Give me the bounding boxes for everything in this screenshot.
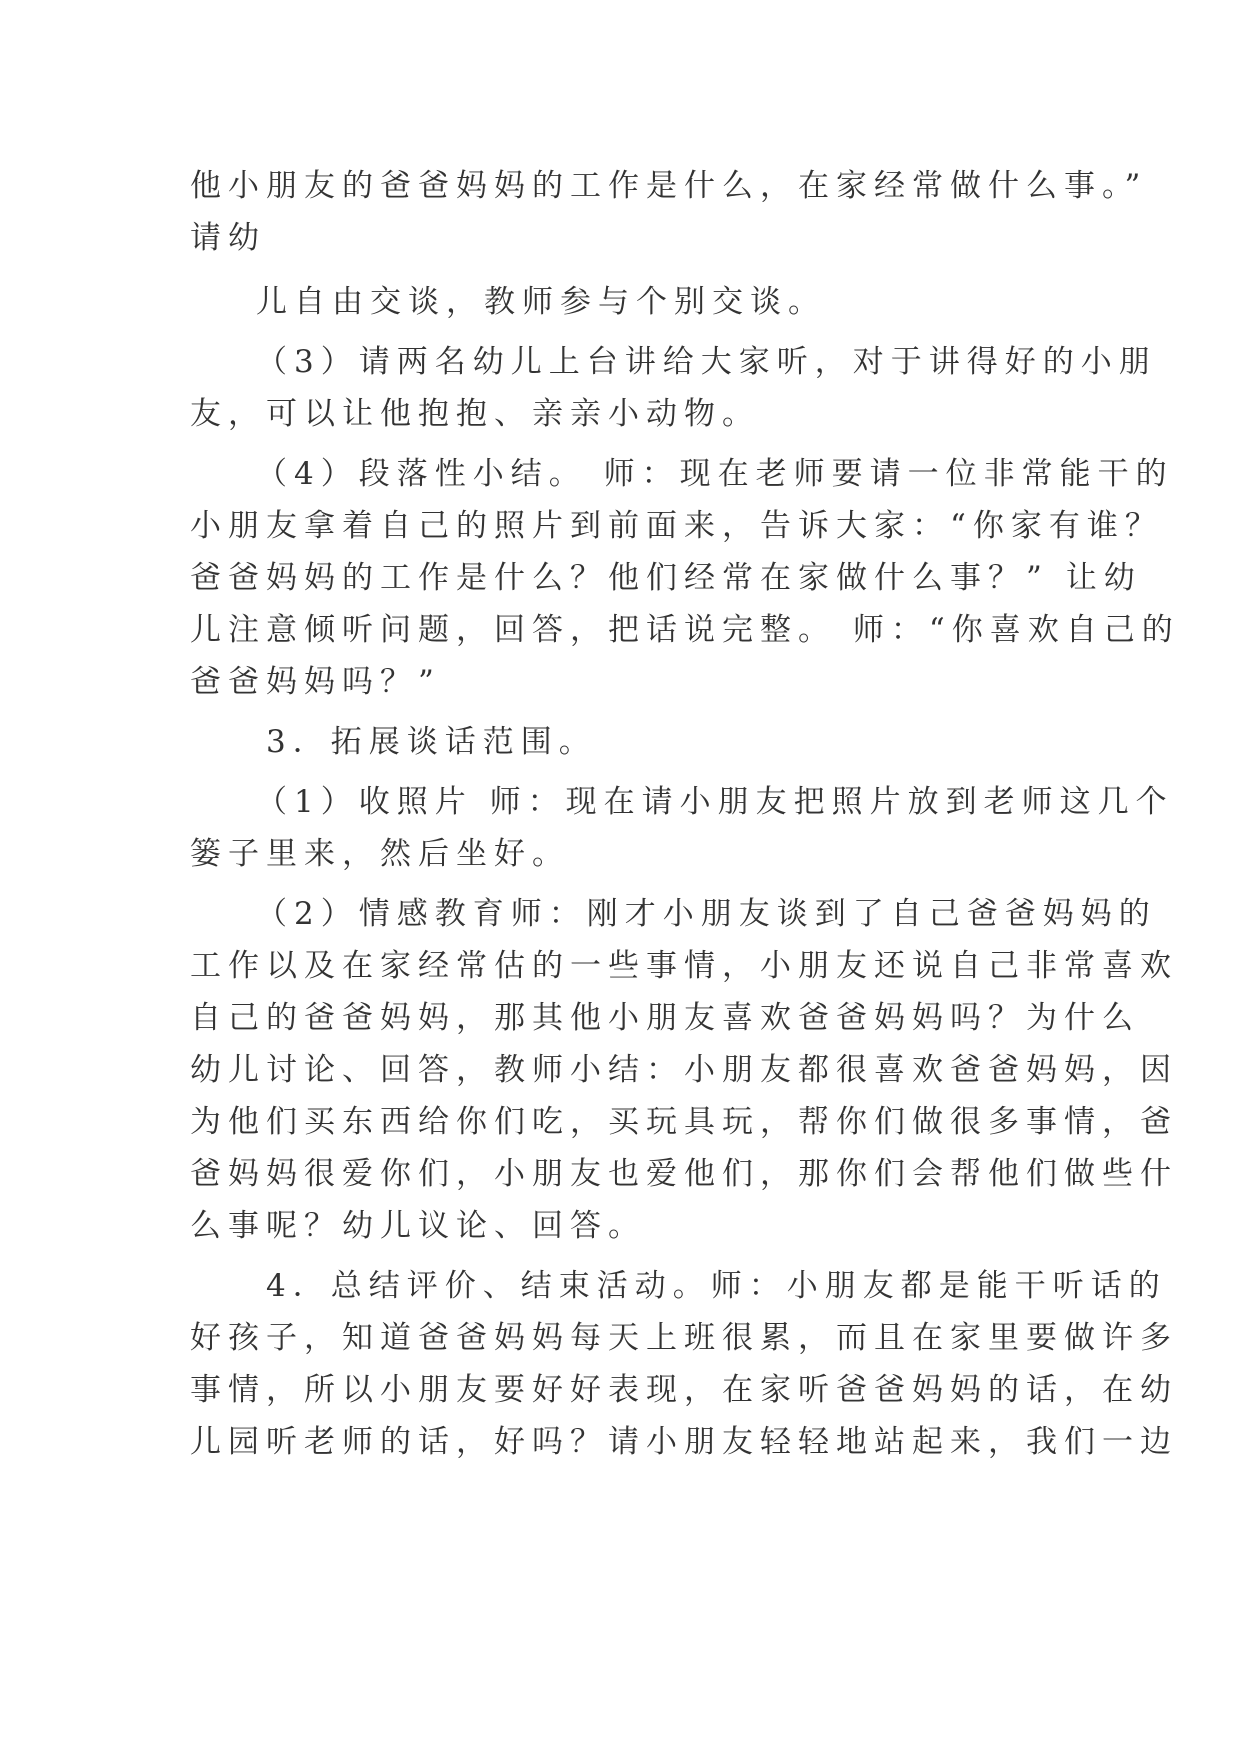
document-body: [190, 160, 1180, 1468]
text-line: 爸爸妈妈吗？”: [190, 664, 441, 700]
text-line: （3）请两名幼儿上台讲给大家听，对于讲得好的小朋: [256, 344, 1157, 380]
text-line: 儿注意倾听问题，回答，把话说完整。 师：“你喜欢自己的: [190, 612, 1180, 648]
text-line: （2）情感教育师：刚才小朋友谈到了自己爸爸妈妈的: [256, 896, 1157, 932]
text-line: 他小朋友的爸爸妈妈的工作是什么，在家经常做什么事。”: [190, 168, 1148, 204]
text-line: 自己的爸爸妈妈，那其他小朋友喜欢爸爸妈妈吗？为什么: [190, 1000, 1140, 1036]
text-line: （4）段落性小结。 师：现在老师要请一位非常能干的: [256, 456, 1174, 492]
text-line: 么事呢？幼儿议论、回答。: [190, 1208, 646, 1244]
text-line: 篓子里来，然后坐好。: [190, 836, 570, 872]
text-line: 3．拓展谈话范围。: [266, 724, 597, 760]
text-line: 儿自由交谈，教师参与个别交谈。: [256, 284, 826, 320]
text-line: 爸妈妈很爱你们，小朋友也爱他们，那你们会帮他们做些什: [190, 1156, 1178, 1192]
text-line: （1）收照片 师：现在请小朋友把照片放到老师这几个: [256, 784, 1174, 820]
text-line: 好孩子，知道爸爸妈妈每天上班很累，而且在家里要做许多: [190, 1320, 1178, 1356]
text-line: 儿园听老师的话，好吗？请小朋友轻轻地站起来，我们一边: [190, 1424, 1178, 1460]
text-line: 4．总结评价、结束活动。师：小朋友都是能干听话的: [266, 1268, 1167, 1304]
text-line: 工作以及在家经常估的一些事情，小朋友还说自己非常喜欢: [190, 948, 1178, 984]
text-line: 事情，所以小朋友要好好表现，在家听爸爸妈妈的话，在幼: [190, 1372, 1178, 1408]
text-line: 幼儿讨论、回答，教师小结：小朋友都很喜欢爸爸妈妈，因: [190, 1052, 1178, 1088]
text-line: 为他们买东西给你们吃，买玩具玩，帮你们做很多事情，爸: [190, 1104, 1178, 1140]
text-line: 友，可以让他抱抱、亲亲小动物。: [190, 396, 760, 432]
text-line: 小朋友拿着自己的照片到前面来，告诉大家：“你家有谁？: [190, 508, 1163, 544]
text-line: 请幼: [190, 220, 266, 256]
text-line: 爸爸妈妈的工作是什么？他们经常在家做什么事？” 让幼: [190, 560, 1142, 596]
